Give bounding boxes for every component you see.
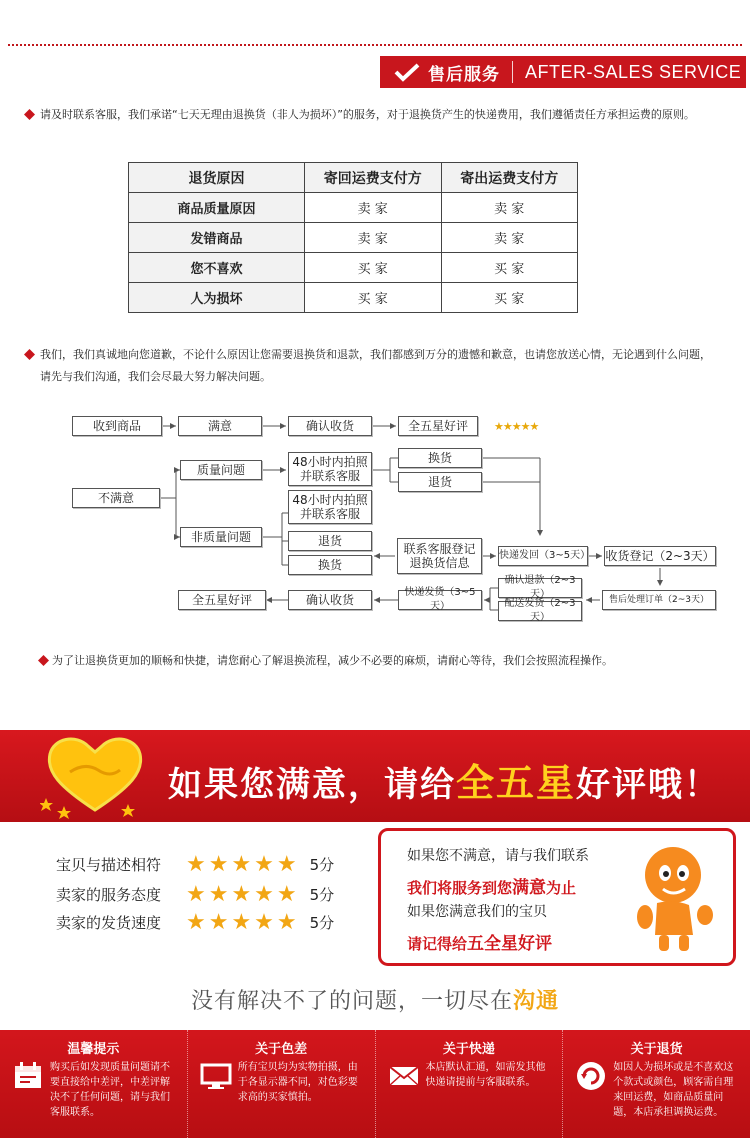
flow-satisfied: 满意 bbox=[178, 416, 262, 436]
footer-tip: 关于色差 所有宝贝均为实物拍摄，由于各显示器不同，对色彩要求高的买家慎拍。 bbox=[188, 1030, 376, 1138]
contact-box: 如果您不满意，请与我们联系 我们将服务到您满意为止 如果您满意我们的宝贝 请记得给五全星好评 bbox=[378, 828, 736, 966]
star-icon: ★★★★★ bbox=[186, 910, 300, 935]
flow-reship: 配送发货（2~3天） bbox=[498, 601, 582, 621]
mascot-icon bbox=[627, 839, 723, 963]
return-shipping-table: 退货原因 寄回运费支付方 寄出运费支付方 商品质量原因 卖 家 卖 家 发错商品 卖 家 卖 家 您不喜欢 买 家 买 家 人为损坏 买 家 买 家 bbox=[128, 162, 578, 313]
table-row: 商品质量原因 卖 家 卖 家 bbox=[129, 193, 578, 223]
flow-quality-issue: 质量问题 bbox=[180, 460, 262, 480]
star-icon: ★★★★★ bbox=[186, 852, 300, 877]
flow-exchange: 换货 bbox=[398, 448, 482, 468]
flow-unsatisfied: 不满意 bbox=[72, 488, 160, 508]
flow-confirm-refund: 确认退款（2~3天） bbox=[498, 578, 582, 598]
flow-confirm-receipt: 确认收货 bbox=[288, 416, 372, 436]
flow-confirm-receipt-2: 确认收货 bbox=[288, 590, 372, 610]
flow-return: 退货 bbox=[398, 472, 482, 492]
policy-paragraph: 请及时联系客服，我们承诺“七天无理由退换货（非人为损坏）”的服务，对于退换货产生的快递费用，我们遵循责任方承担运费的原则。 bbox=[40, 104, 712, 126]
flow-ship-back: 快递发回（3~5天） bbox=[498, 546, 588, 566]
mini-stars: ★★★★★ bbox=[494, 420, 539, 433]
bullet-icon bbox=[38, 655, 49, 666]
rating-row: 宝贝与描述相符 ★★★★★ 5分 bbox=[56, 852, 335, 877]
flow-received: 收到商品 bbox=[72, 416, 162, 436]
flow-after-sales: 售后处理订单（2~3天） bbox=[602, 590, 716, 610]
calendar-icon bbox=[12, 1060, 44, 1092]
monitor-icon bbox=[200, 1060, 232, 1092]
footer-tip: 关于退货 如因人为损坏或是不喜欢这个款式或颜色，顾客需自理来回运费，如商品质量问题，本店承担调换运费。 bbox=[563, 1030, 750, 1138]
refresh-icon bbox=[575, 1060, 607, 1092]
rating-row: 卖家的服务态度 ★★★★★ 5分 bbox=[56, 882, 335, 907]
five-star-banner bbox=[0, 730, 750, 822]
flow-return-2: 退货 bbox=[288, 531, 372, 551]
table-row: 发错商品 卖 家 卖 家 bbox=[129, 223, 578, 253]
star-icon: ★★★★★ bbox=[186, 882, 300, 907]
banner-title-en: AFTER-SALES SERVICE bbox=[525, 61, 742, 82]
slogan: 没有解决不了的问题，一切尽在沟通 bbox=[190, 989, 560, 1014]
five-star-message: 如果您满意，请给全五星好评哦！ bbox=[168, 761, 721, 805]
apology-paragraph: 我们，我们真诚地向您道歉，不论什么原因让您需要退换货和退款，我们都感到万分的遗憾和歉意，也请您放送心情，无论遇到什么问题，请先与我们沟通，我们会尽最大努力解决问题。 bbox=[40, 344, 712, 388]
flow-photo-contact-2: 48小时内拍照并联系客服 bbox=[288, 490, 372, 524]
flow-five-star: 全五星好评 bbox=[398, 416, 478, 436]
flow-five-star-2: 全五星好评 bbox=[178, 590, 266, 610]
flow-exchange-2: 换货 bbox=[288, 555, 372, 575]
process-paragraph: 为了让退换货更加的顺畅和快捷，请您耐心了解退换流程，减少不必要的麻烦，请耐心等待，我们会按照流程操作。 bbox=[52, 650, 724, 672]
heart-handshake-icon bbox=[40, 732, 150, 824]
footer-tip: 关于快递 本店默认汇通，如需发其他快递请提前与客服联系。 bbox=[376, 1030, 564, 1138]
banner-title-cn: 售后服务 bbox=[428, 64, 500, 85]
footer-tip: 温馨提示 购买后如发现质量问题请不要直接给中差评，中差评解决不了任何问题，请与我们客服联系。 bbox=[0, 1030, 188, 1138]
flow-receipt-register: 收货登记（2~3天） bbox=[604, 546, 716, 566]
flow-photo-contact: 48小时内拍照并联系客服 bbox=[288, 452, 372, 486]
mail-icon bbox=[388, 1060, 420, 1092]
flow-register: 联系客服登记退换货信息 bbox=[397, 538, 482, 574]
footer-tips bbox=[0, 1030, 750, 1138]
flow-express-ship: 快递发货（3~5天） bbox=[398, 590, 482, 610]
table-row: 人为损坏 买 家 买 家 bbox=[129, 283, 578, 313]
flow-non-quality: 非质量问题 bbox=[180, 527, 262, 547]
rating-row: 卖家的发货速度 ★★★★★ 5分 bbox=[56, 910, 335, 935]
table-row: 您不喜欢 买 家 买 家 bbox=[129, 253, 578, 283]
